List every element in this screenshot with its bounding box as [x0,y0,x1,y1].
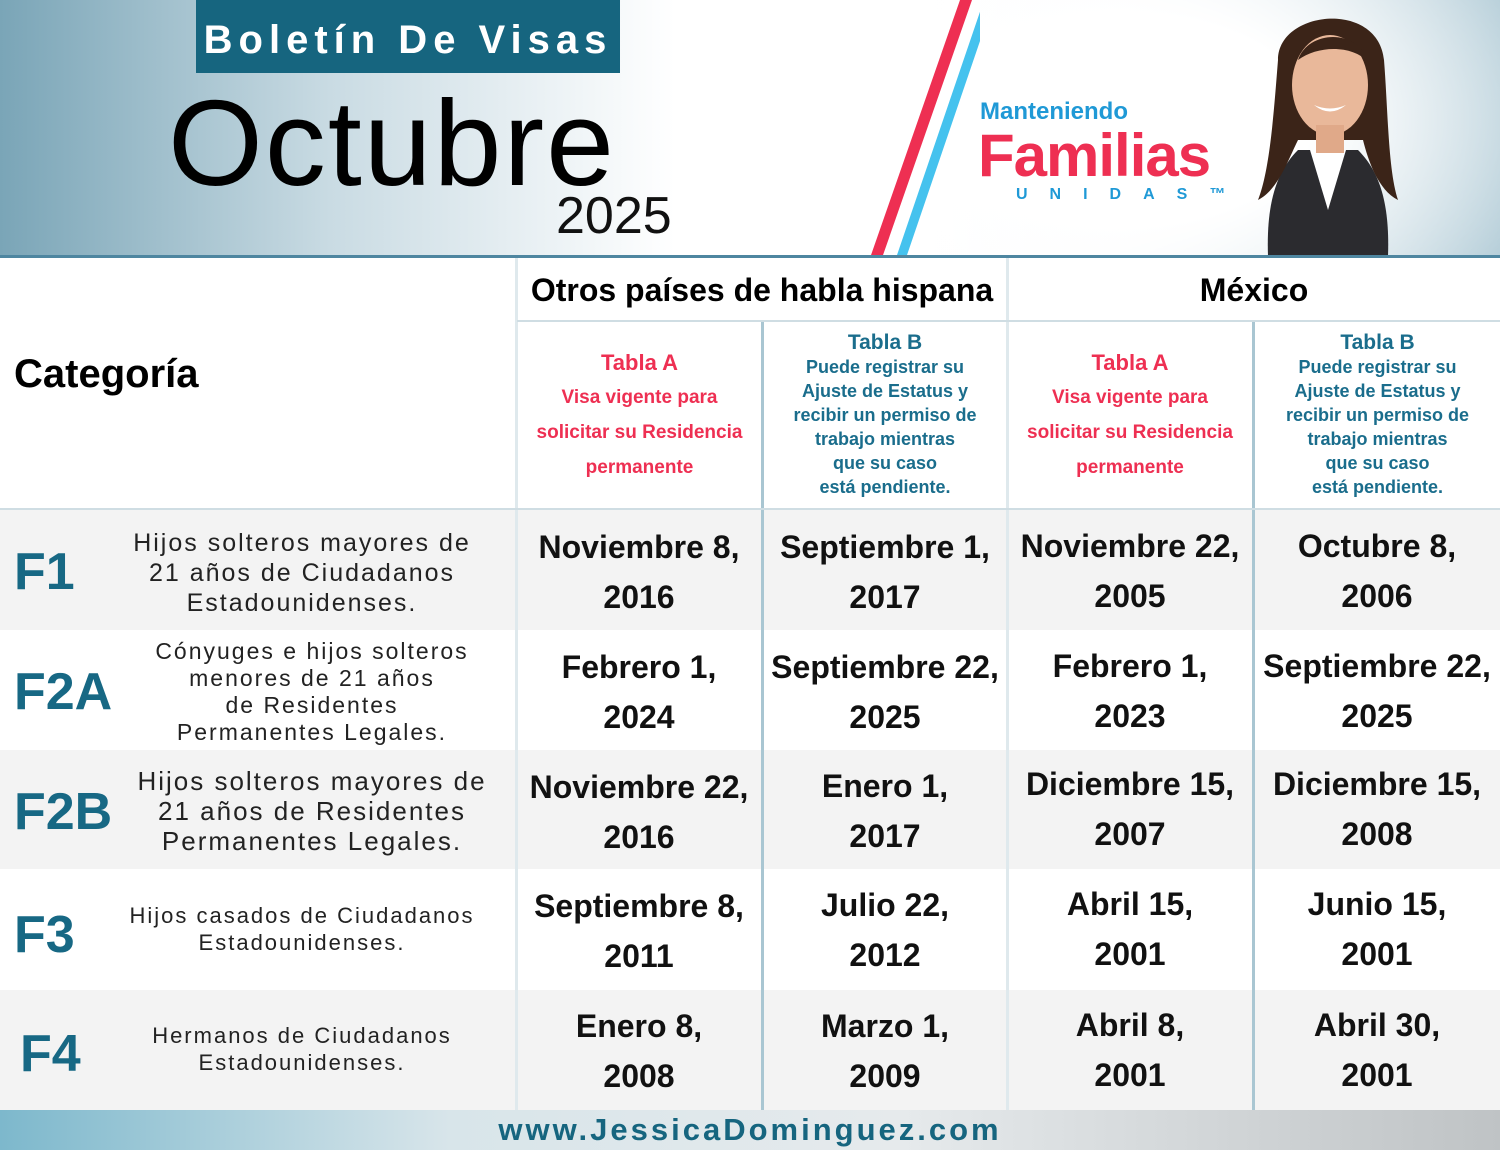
date-cell [1255,759,1499,859]
date-year: 2017 [849,818,921,854]
tabla-a-line: permanente [1076,457,1184,478]
date-month-day: Diciembre 15, [1272,766,1482,802]
description-line: Hijos solteros mayores de [137,766,487,796]
column-divider [515,258,518,1110]
date-month-day: Septiembre 1, [780,529,990,565]
date-month-day: Enero 1, [821,768,949,804]
date-cell [517,1001,761,1101]
date-month-day: Octubre 8, [1297,528,1457,564]
tabla-a-title: Tabla A [1091,350,1169,375]
category-code: F4 [20,1025,81,1083]
date-month-day: Noviembre 22, [1020,528,1240,564]
date-cell [763,761,1007,861]
tabla-b-line: Ajuste de Estatus y [1294,381,1461,401]
date-year: 2005 [1094,578,1166,614]
date-cell [517,522,761,622]
date-year: 2016 [603,579,675,615]
date-cell [1255,1000,1499,1100]
column-divider [761,322,764,1110]
date-month-day: Marzo 1, [820,1008,950,1044]
date-month-day: Septiembre 22, [771,649,999,685]
header-divider [0,255,1500,258]
tabla-a-line: solicitar su Residencia [536,422,743,443]
category-code: F2B [14,783,113,841]
date-cell [763,880,1007,980]
description-line: Permanentes Legales. [161,826,463,856]
tabla-b-line: Ajuste de Estatus y [801,381,969,401]
subheader-tabla-a-mexico [1008,322,1252,508]
description-line: Hijos solteros mayores de [133,529,471,557]
table-row [0,869,1500,990]
date-year: 2001 [1094,936,1166,972]
date-month-day: Febrero 1, [561,649,717,685]
table-row [0,630,1500,750]
website-link[interactable]: www.JessicaDominguez.com [498,1112,1002,1147]
header-banner [0,0,1500,258]
date-year: 2024 [603,699,675,735]
date-month-day: Septiembre 22, [1263,648,1491,684]
tabla-b-line: trabajo mientras [814,429,956,449]
tabla-a-title: Tabla A [600,350,678,375]
subheader-tabla-a-other [517,322,762,508]
tabla-b-line: Puede registrar su [1298,357,1457,377]
date-month-day: Julio 22, [820,887,950,923]
date-year: 2007 [1094,816,1166,852]
date-cell [517,762,761,862]
group-header-other-countries: Otros países de habla hispana [530,272,994,308]
date-cell [517,881,761,981]
date-month-day: Abril 15, [1066,886,1194,922]
brand-line-3: UNIDAS™ [1016,186,1248,203]
date-year: 2001 [1094,1057,1166,1093]
date-year: 2001 [1341,936,1413,972]
date-year: 2001 [1341,1057,1413,1093]
tabla-b-line: está pendiente. [819,477,951,497]
date-cell [1008,759,1252,859]
date-cell [1008,1000,1252,1100]
date-year: 2008 [1341,816,1413,852]
description-line: menores de 21 años [189,665,435,691]
month-title: Octubre [168,75,616,211]
column-divider [1252,322,1255,1110]
date-month-day: Enero 8, [575,1008,703,1044]
date-year: 2009 [849,1058,921,1094]
table-row [0,990,1500,1110]
description-line: Hermanos de Ciudadanos [152,1023,452,1048]
subheader-tabla-b-other [764,322,1006,508]
tabla-b-title: Tabla B [1340,331,1415,354]
date-year: 2008 [603,1058,675,1094]
date-year: 2017 [849,579,921,615]
date-year: 2012 [849,937,921,973]
category-code: F3 [14,906,75,964]
date-month-day: Junio 15, [1307,886,1447,922]
category-code: F2A [14,663,113,721]
tabla-b-line: Puede registrar su [805,357,965,377]
date-month-day: Abril 8, [1075,1007,1185,1043]
tabla-a-line: solicitar su Residencia [1027,422,1233,443]
brand-line-2: Familias [978,122,1211,189]
description-line: 21 años de Residentes [158,796,466,826]
footer-bar [0,1110,1500,1150]
year-title: 2025 [556,187,672,245]
description-line: Cónyuges e hijos solteros [155,638,469,664]
date-year: 2025 [1341,698,1413,734]
bulletin-badge: Boletín De Visas [196,0,620,73]
description-line: de Residentes [225,692,399,718]
category-description [102,902,502,956]
date-month-day: Noviembre 22, [529,769,749,805]
tabla-b-line: que su caso [1325,453,1430,473]
description-line: Estadounidenses. [186,589,418,617]
date-year: 2025 [849,699,921,735]
date-year: 2016 [603,819,675,855]
category-description [102,1022,502,1076]
group-header-mexico: México [1199,272,1309,308]
tabla-b-line: recibir un permiso de [793,405,977,425]
category-code: F1 [14,543,75,601]
date-cell [1008,521,1252,621]
date-month-day: Febrero 1, [1052,648,1208,684]
date-month-day: Diciembre 15, [1025,766,1235,802]
tabla-b-line: recibir un permiso de [1285,405,1470,425]
diagonal-stripes-icon [860,0,980,258]
tabla-a-line: Visa vigente para [561,387,718,408]
date-cell [1255,879,1499,979]
row-divider [0,508,1500,510]
category-description [112,766,512,856]
brand-line-1: Manteniendo [980,98,1128,125]
row-divider [517,320,1500,322]
date-year: 2011 [604,938,674,974]
date-year: 2006 [1341,578,1413,614]
date-cell [763,642,1007,742]
column-divider [1006,258,1009,1110]
tabla-b-line: que su caso [832,453,938,473]
date-month-day: Septiembre 8, [534,888,744,924]
date-cell [1008,879,1252,979]
description-line: Hijos casados de Ciudadanos [129,903,475,928]
tabla-b-line: está pendiente. [1311,477,1444,497]
portrait-photo-icon [1238,0,1418,256]
date-month-day: Abril 30, [1313,1007,1441,1043]
table-row [0,750,1500,869]
category-header: Categoría [14,352,199,396]
category-description [102,528,502,618]
date-cell [763,522,1007,622]
date-cell [1008,641,1252,741]
tabla-b-title: Tabla B [847,331,923,354]
table-row [0,510,1500,630]
tabla-a-line: Visa vigente para [1052,387,1208,408]
date-cell [763,1001,1007,1101]
category-description [112,638,512,746]
date-cell [517,642,761,742]
tabla-a-line: permanente [585,457,694,478]
description-line: Estadounidenses. [198,1050,406,1075]
date-month-day: Noviembre 8, [538,529,740,565]
description-line: Permanentes Legales. [176,719,448,745]
date-year: 2023 [1094,698,1166,734]
subheader-tabla-b-mexico [1255,322,1500,508]
date-cell [1255,521,1499,621]
description-line: 21 años de Ciudadanos [148,559,456,587]
date-cell [1255,641,1499,741]
tabla-b-line: trabajo mientras [1307,429,1448,449]
description-line: Estadounidenses. [198,930,406,955]
